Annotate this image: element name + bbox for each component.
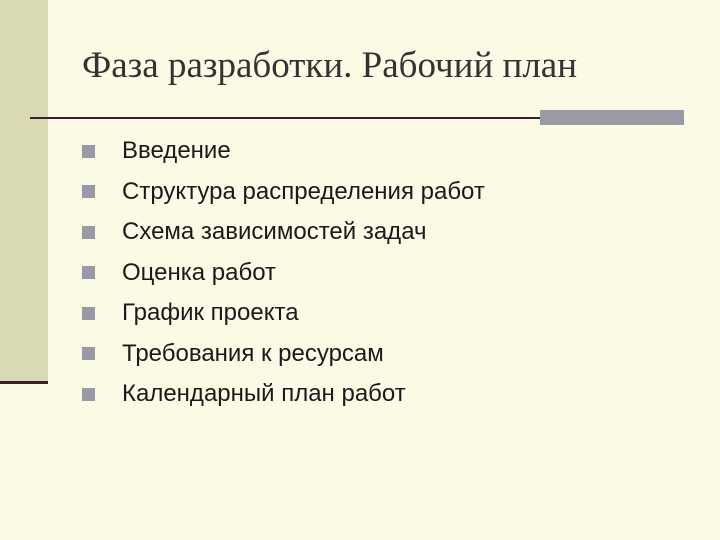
bullet-item-calendar-plan (82, 374, 485, 415)
slide-title: Фаза разработки. Рабочий план (82, 45, 578, 86)
bullet-text: Оценка работ (122, 258, 277, 286)
bullet-text: Структура распределения работ (122, 177, 485, 205)
bullet-text: Требования к ресурсам (122, 339, 384, 367)
bullet-item-task-dependencies (82, 212, 485, 253)
square-bullet-icon (82, 388, 95, 401)
square-bullet-icon (82, 347, 95, 360)
left-decorative-band (0, 0, 48, 383)
bullet-item-schedule (82, 293, 485, 334)
bullet-item-wbs (82, 172, 485, 213)
left-band-underline (0, 381, 48, 384)
bullet-text: Календарный план работ (122, 380, 406, 408)
bullet-text: Схема зависимостей задач (122, 218, 427, 246)
bullet-item-estimation (82, 253, 485, 294)
bullet-item-introduction (82, 131, 485, 172)
title-accent-bar (540, 110, 684, 125)
title-divider (30, 117, 540, 119)
square-bullet-icon (82, 226, 95, 239)
square-bullet-icon (82, 307, 95, 320)
square-bullet-icon (82, 266, 95, 279)
square-bullet-icon (82, 185, 95, 198)
bullet-item-resources (82, 334, 485, 375)
bullet-text: Введение (122, 137, 231, 165)
bullet-list (82, 131, 485, 415)
square-bullet-icon (82, 145, 95, 158)
bullet-text: График проекта (122, 299, 299, 327)
